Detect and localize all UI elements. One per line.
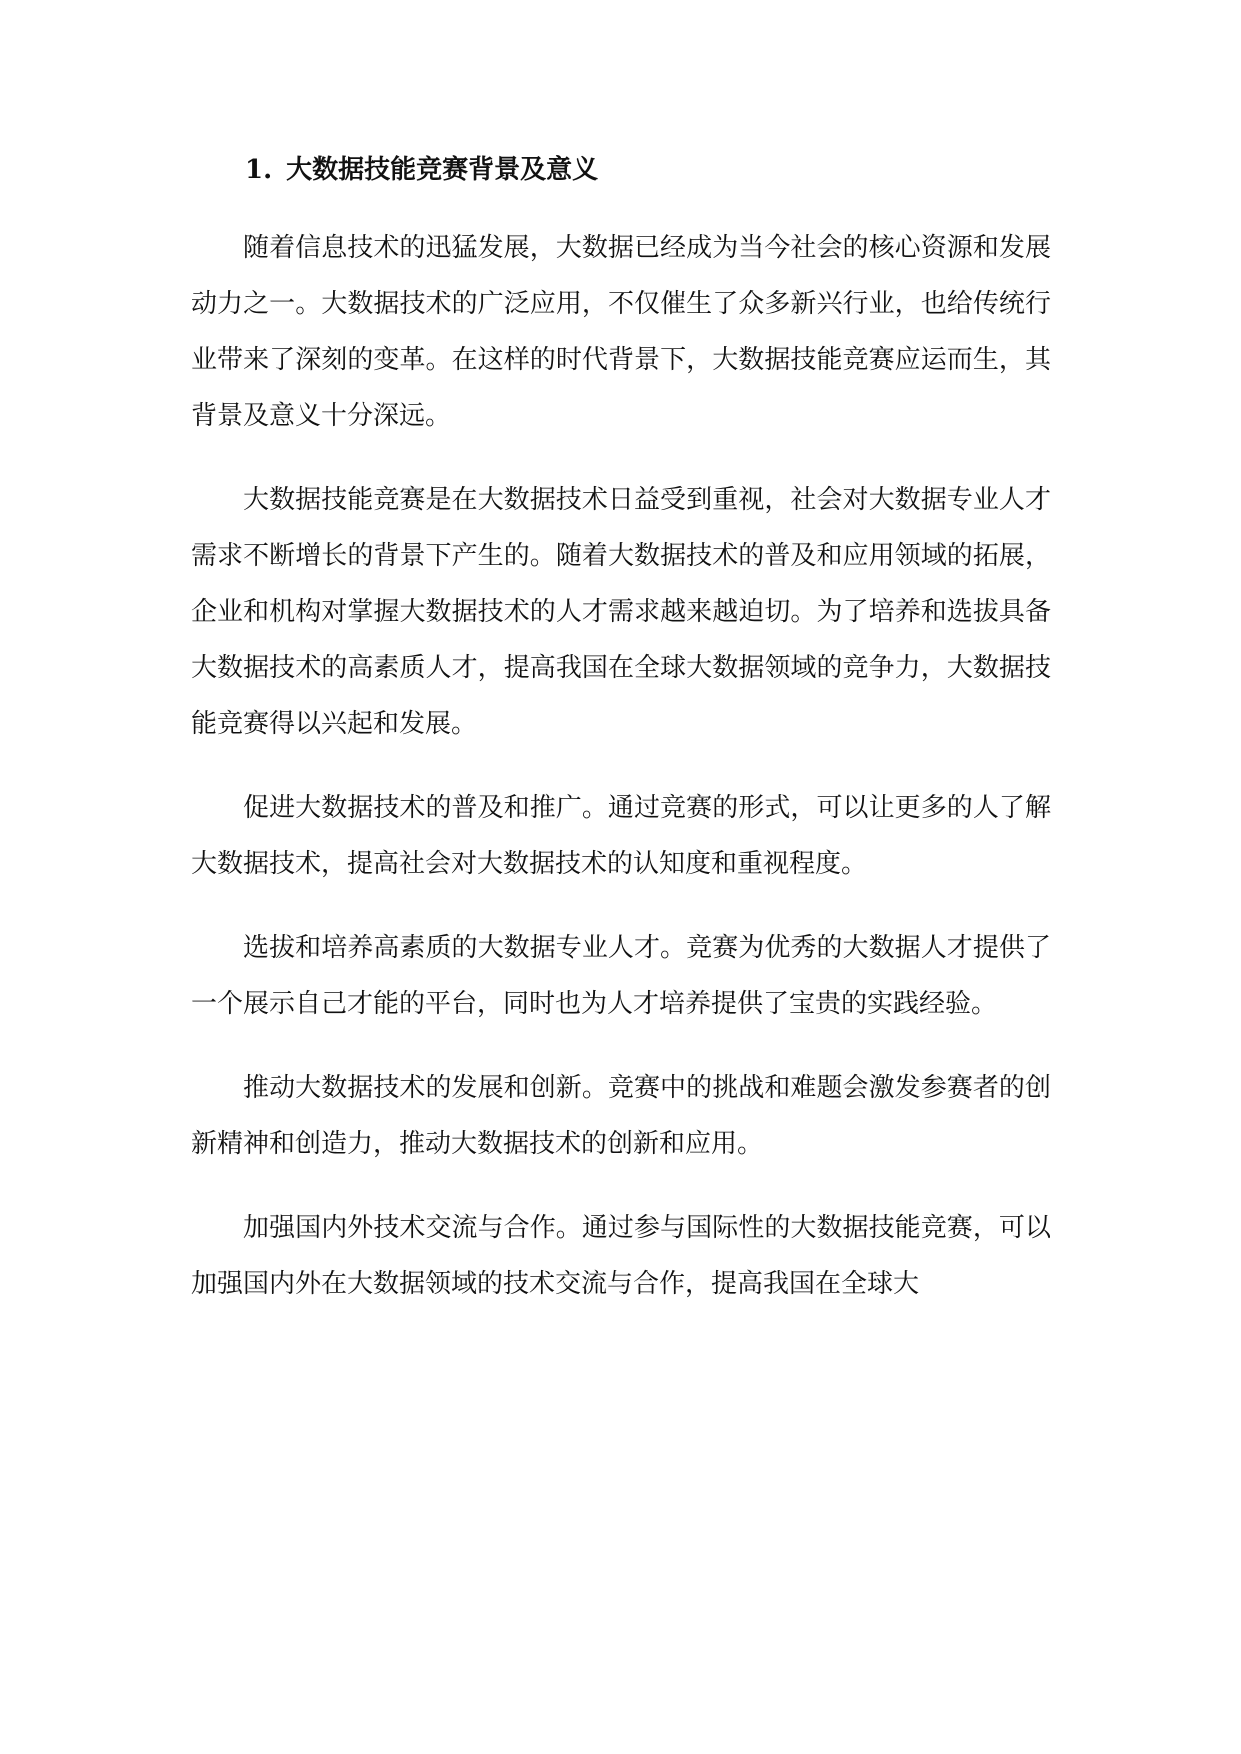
paragraph: 加强国内外技术交流与合作。通过参与国际性的大数据技能竞赛，可以加强国内外在大数据领域的技术交流与合作，提高我国在全球大	[191, 1213, 1051, 1299]
heading-text: 大数据技能竞赛背景及意义	[286, 155, 599, 185]
body-text	[191, 220, 1051, 1340]
paragraph: 促进大数据技术的普及和推广。通过竞赛的形式，可以让更多的人了解大数据技术，提高社会对大数据技术的认知度和重视程度。	[191, 793, 1051, 879]
paragraph: 大数据技能竞赛是在大数据技术日益受到重视，社会对大数据专业人才需求不断增长的背景下产生的。随着大数据技术的普及和应用领域的拓展，企业和机构对掌握大数据技术的人才需求越来越迫切。为了培养和选拔具备大数据技术的高素质人才，提高我国在全球大数据领域的竞争力，大数据技能竞赛得以兴起和发展。	[191, 485, 1051, 739]
paragraph: 选拔和培养高素质的大数据专业人才。竞赛为优秀的大数据人才提供了一个展示自己才能的平台，同时也为人才培养提供了宝贵的实践经验。	[191, 933, 1051, 1019]
section-heading	[245, 148, 598, 192]
paragraph: 随着信息技术的迅猛发展，大数据已经成为当今社会的核心资源和发展动力之一。大数据技术的广泛应用，不仅催生了众多新兴行业，也给传统行业带来了深刻的变革。在这样的时代背景下，大数据技能竞赛应运而生，其背景及意义十分深远。	[191, 233, 1051, 431]
heading-number: 1.	[245, 155, 273, 185]
paragraph: 推动大数据技术的发展和创新。竞赛中的挑战和难题会激发参赛者的创新精神和创造力，推动大数据技术的创新和应用。	[191, 1073, 1051, 1159]
